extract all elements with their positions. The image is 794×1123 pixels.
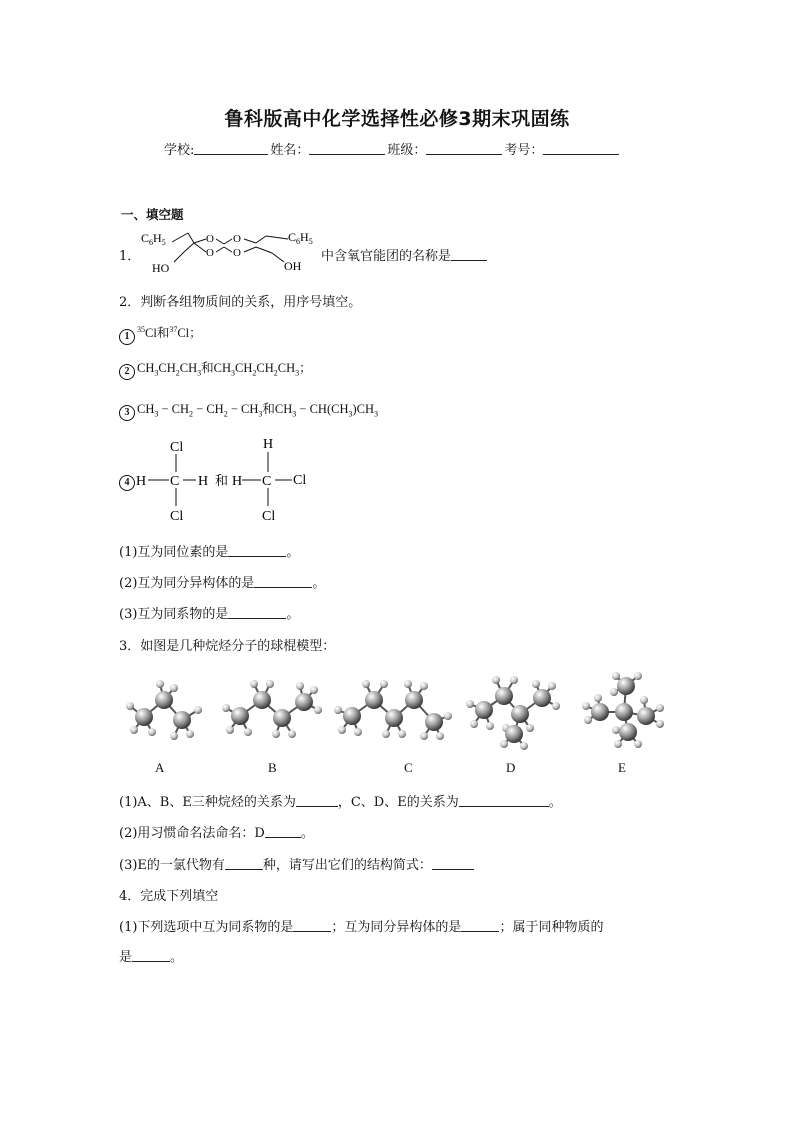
model-label-c: C — [404, 760, 413, 775]
q2-item-1 — [119, 323, 202, 345]
propane-formula: $CH_3CH_2CH_3$ — [137, 361, 202, 378]
q4-sub-1-blank-b[interactable] — [461, 919, 499, 932]
isobutane-formula: $CH_3 - CH(CH_3)CH_3$ — [274, 402, 379, 419]
q4-sub-1-text-d: 是 — [119, 950, 133, 965]
q2-sub-3 — [119, 603, 299, 622]
period: 。 — [300, 826, 314, 841]
period: 。 — [548, 795, 562, 810]
q4-sub-1-text-c: ；属于同种物质的 — [499, 920, 604, 935]
left-top-atom: Cl — [170, 440, 184, 455]
q4-sub-1-blank-c[interactable] — [132, 949, 170, 962]
student-info-line — [164, 139, 621, 158]
and-text: 和 — [262, 402, 275, 416]
q3-sub-1-blank-a[interactable] — [296, 794, 338, 807]
left-right-atom: H — [198, 474, 209, 489]
left-left-atom: H — [136, 474, 147, 489]
q1-phenyl-right: $C_6H_5$ — [288, 230, 313, 246]
right-center-atom: C — [262, 474, 272, 489]
q3-sub-2 — [119, 822, 314, 841]
school-field[interactable] — [194, 142, 268, 155]
q3-sub-2-blank[interactable] — [265, 825, 301, 838]
q3-sub-2-text: (2)用习惯命名法命名：D — [119, 826, 265, 841]
q2-item-3 — [119, 399, 378, 421]
q2-item-1-number: 1 — [119, 329, 135, 345]
right-top-atom: H — [263, 437, 274, 452]
butane-formula: $CH_3CH_2CH_2CH_3$ — [213, 361, 300, 378]
q1-oxygen-1: O — [206, 233, 214, 245]
semicolon: ； — [189, 326, 202, 340]
q4-sub-1-cont — [119, 946, 183, 965]
model-c — [334, 680, 452, 740]
q3-sub-3-text-a: (3)E的一氯代物有 — [119, 858, 225, 873]
class-label: 班级： — [387, 143, 427, 158]
q1-answer-blank[interactable] — [451, 248, 487, 261]
model-label-e: E — [618, 760, 626, 775]
cl35-mass: 35 — [137, 324, 145, 334]
q1-hydroxyl-left: HO — [152, 261, 170, 275]
name-label: 姓名： — [270, 143, 310, 158]
q4-sub-1-text-b: ；互为同分异构体的是 — [331, 920, 462, 935]
right-left-atom: H — [232, 474, 243, 489]
q3-sub-3-blank-b[interactable] — [432, 857, 474, 870]
model-a — [126, 680, 202, 740]
q1-spiro-structure — [136, 226, 326, 278]
q4-stem: 4．完成下列填空 — [119, 889, 219, 904]
and-text: 和 — [201, 361, 214, 375]
q1-question-text: 中含氧官能团的名称是 — [321, 249, 452, 264]
q1-oxygen-4: O — [233, 247, 241, 259]
q4-sub-1-text-a: (1)下列选项中互为同系物的是 — [119, 920, 294, 935]
q2-sub-1 — [119, 541, 299, 560]
section-title: 一、填空题 — [121, 207, 184, 222]
q2-sub-2 — [119, 572, 325, 591]
school-label: 学校: — [164, 143, 195, 158]
right-bottom-atom: Cl — [262, 509, 276, 524]
period: 。 — [312, 576, 326, 591]
q3-sub-1-text-a: (1)A、B、E三种烷烃的关系为 — [119, 795, 296, 810]
semicolon: ； — [299, 361, 312, 375]
model-label-a: A — [155, 760, 165, 775]
q3-stem: 3．如图是几种烷烃分子的球棍模型： — [119, 639, 336, 654]
q2-item-4-number: 4 — [119, 475, 135, 491]
period: 。 — [286, 545, 300, 560]
q3-sub-3-text-b: 种，请写出它们的结构简式： — [262, 858, 432, 873]
q2-sub-3-text: (3)互为同系物的是 — [119, 607, 229, 622]
q1-oxygen-2: O — [206, 247, 214, 259]
q2-sub-1-text: (1)互为同位素的是 — [119, 545, 229, 560]
and-text: 和 — [156, 326, 170, 340]
q4-sub-1 — [119, 916, 603, 935]
name-field[interactable] — [309, 142, 385, 155]
cl37-symbol: Cl — [177, 326, 190, 340]
period: 。 — [170, 950, 184, 965]
period: 。 — [286, 607, 300, 622]
q2-stem: 2．判断各组物质间的关系，用序号填空。 — [119, 295, 362, 310]
model-b — [222, 680, 322, 738]
n-butane-formula: $CH_3 - CH_2 - CH_2 - CH_3$ — [137, 402, 263, 419]
cl35-symbol: Cl — [145, 326, 157, 340]
exam-no-field[interactable] — [543, 142, 619, 155]
class-field[interactable] — [426, 142, 502, 155]
q1-text — [321, 245, 487, 264]
left-bottom-atom: Cl — [170, 509, 184, 524]
q1-hydroxyl-right: OH — [284, 259, 302, 273]
q3-sub-1 — [119, 791, 562, 810]
q1-number: 1． — [119, 249, 141, 264]
right-right-atom: Cl — [293, 473, 307, 488]
q3-ball-stick-models — [118, 670, 678, 754]
q1-oxygen-3: O — [233, 233, 241, 245]
q3-sub-3 — [119, 854, 474, 873]
q3-sub-1-blank-b[interactable] — [459, 794, 549, 807]
q3-sub-3-blank-a[interactable] — [225, 857, 263, 870]
q2-sub-1-blank[interactable] — [228, 544, 286, 557]
left-center-atom: C — [170, 474, 180, 489]
q4-sub-1-blank-a[interactable] — [293, 919, 331, 932]
model-label-b: B — [268, 760, 277, 775]
q3-sub-1-text-b: ，C、D、E的关系为 — [337, 795, 459, 810]
page-title: 鲁科版高中化学选择性必修3期末巩固练 — [224, 108, 570, 130]
model-d — [466, 676, 560, 750]
q2-sub-2-blank[interactable] — [254, 575, 312, 588]
model-e — [582, 672, 664, 748]
q2-item-2-number: 2 — [119, 364, 135, 380]
and-text: 和 — [215, 473, 229, 488]
q2-item-4-number-wrap — [119, 472, 137, 491]
cl37-mass: 37 — [169, 324, 178, 334]
model-label-d: D — [506, 760, 516, 775]
q2-item-3-number: 3 — [119, 405, 135, 421]
exam-no-label: 考号： — [504, 143, 544, 158]
q2-sub-3-blank[interactable] — [228, 606, 286, 619]
q2-sub-2-text: (2)互为同分异构体的是 — [119, 576, 255, 591]
q2-dichloromethane-structures — [136, 434, 316, 526]
q2-item-2 — [119, 358, 312, 380]
q1-phenyl-left: $C_6H_5$ — [141, 231, 166, 247]
